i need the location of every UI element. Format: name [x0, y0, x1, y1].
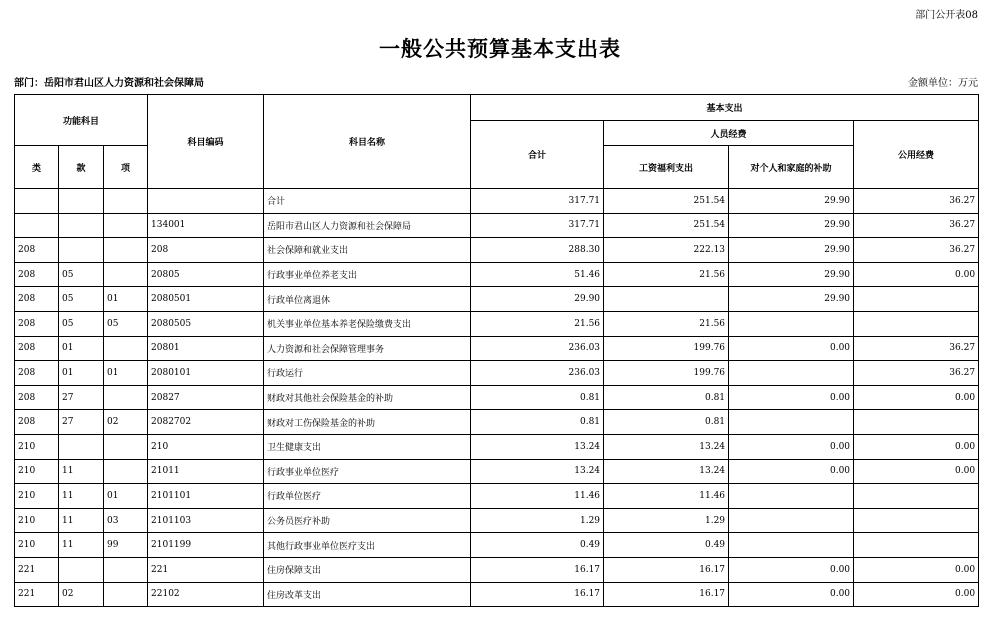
cell-subsidy: 0.00 [729, 385, 854, 410]
cell-lei: 208 [15, 336, 59, 361]
header-personnel: 人员经费 [604, 121, 854, 146]
cell-xiang: 99 [104, 533, 148, 558]
cell-salary: 0.49 [604, 533, 729, 558]
cell-code: 2101103 [148, 508, 264, 533]
cell-lei: 208 [15, 238, 59, 263]
table-row [15, 533, 979, 558]
cell-name: 财政对其他社会保险基金的补助 [264, 385, 471, 410]
cell-salary: 222.13 [604, 238, 729, 263]
cell-total: 16.17 [471, 557, 604, 582]
cell-xiang: 03 [104, 508, 148, 533]
cell-name: 卫生健康支出 [264, 434, 471, 459]
cell-public: 0.00 [854, 557, 979, 582]
cell-public: 36.27 [854, 336, 979, 361]
cell-code: 20805 [148, 262, 264, 287]
cell-total: 29.90 [471, 287, 604, 312]
header-kuan: 款 [59, 146, 104, 189]
department-label: 部门：岳阳市君山区人力资源和社会保障局 [14, 78, 204, 89]
cell-total: 11.46 [471, 484, 604, 509]
cell-public [854, 410, 979, 435]
cell-xiang [104, 189, 148, 214]
cell-xiang: 05 [104, 311, 148, 336]
cell-code: 22102 [148, 582, 264, 607]
cell-salary: 21.56 [604, 311, 729, 336]
cell-code: 20827 [148, 385, 264, 410]
cell-xiang [104, 262, 148, 287]
table-row [15, 459, 979, 484]
cell-kuan: 01 [59, 361, 104, 386]
cell-salary: 11.46 [604, 484, 729, 509]
table-row [15, 484, 979, 509]
cell-public: 0.00 [854, 434, 979, 459]
cell-code [148, 189, 264, 214]
cell-public: 0.00 [854, 582, 979, 607]
cell-kuan: 27 [59, 385, 104, 410]
cell-code: 210 [148, 434, 264, 459]
cell-xiang: 02 [104, 410, 148, 435]
cell-public: 0.00 [854, 262, 979, 287]
cell-code: 2080101 [148, 361, 264, 386]
cell-name: 岳阳市君山区人力资源和社会保障局 [264, 213, 471, 238]
cell-public [854, 287, 979, 312]
cell-code: 2101101 [148, 484, 264, 509]
cell-subsidy: 29.90 [729, 287, 854, 312]
table-row [15, 213, 979, 238]
cell-total: 0.49 [471, 533, 604, 558]
cell-code: 2101199 [148, 533, 264, 558]
cell-code: 20801 [148, 336, 264, 361]
table-row [15, 238, 979, 263]
cell-public: 36.27 [854, 189, 979, 214]
cell-kuan [59, 213, 104, 238]
cell-total: 16.17 [471, 582, 604, 607]
cell-total: 0.81 [471, 410, 604, 435]
cell-code: 221 [148, 557, 264, 582]
cell-kuan [59, 238, 104, 263]
cell-salary: 251.54 [604, 213, 729, 238]
cell-salary: 13.24 [604, 459, 729, 484]
cell-lei: 208 [15, 311, 59, 336]
cell-public: 0.00 [854, 459, 979, 484]
cell-lei: 208 [15, 361, 59, 386]
cell-subsidy: 0.00 [729, 557, 854, 582]
cell-lei: 208 [15, 287, 59, 312]
cell-name: 行政运行 [264, 361, 471, 386]
cell-total: 317.71 [471, 213, 604, 238]
table-row [15, 311, 979, 336]
cell-kuan [59, 557, 104, 582]
cell-total: 51.46 [471, 262, 604, 287]
header-subsidy: 对个人和家庭的补助 [729, 146, 854, 189]
cell-kuan [59, 434, 104, 459]
cell-total: 236.03 [471, 336, 604, 361]
cell-lei [15, 213, 59, 238]
cell-lei [15, 189, 59, 214]
cell-name: 人力资源和社会保障管理事务 [264, 336, 471, 361]
cell-xiang [104, 238, 148, 263]
cell-name: 住房改革支出 [264, 582, 471, 607]
cell-public: 0.00 [854, 385, 979, 410]
cell-total: 288.30 [471, 238, 604, 263]
cell-kuan: 05 [59, 262, 104, 287]
cell-public [854, 311, 979, 336]
cell-public: 36.27 [854, 238, 979, 263]
cell-lei: 210 [15, 508, 59, 533]
cell-xiang [104, 336, 148, 361]
cell-kuan: 05 [59, 311, 104, 336]
cell-total: 13.24 [471, 434, 604, 459]
cell-name: 行政单位医疗 [264, 484, 471, 509]
cell-code: 2082702 [148, 410, 264, 435]
cell-kuan: 11 [59, 484, 104, 509]
cell-subsidy: 0.00 [729, 459, 854, 484]
table-body [15, 189, 979, 607]
cell-subsidy [729, 361, 854, 386]
cell-salary: 1.29 [604, 508, 729, 533]
unit-label: 金额单位：万元 [908, 78, 978, 89]
budget-table [14, 94, 979, 607]
table-row [15, 336, 979, 361]
cell-kuan: 05 [59, 287, 104, 312]
header-name: 科目名称 [264, 95, 471, 189]
cell-code: 21011 [148, 459, 264, 484]
header-xiang: 项 [104, 146, 148, 189]
cell-subsidy [729, 410, 854, 435]
cell-xiang [104, 557, 148, 582]
cell-total: 1.29 [471, 508, 604, 533]
cell-kuan: 11 [59, 508, 104, 533]
cell-xiang [104, 213, 148, 238]
table-row [15, 434, 979, 459]
cell-subsidy [729, 533, 854, 558]
cell-salary [604, 287, 729, 312]
cell-name: 行政事业单位养老支出 [264, 262, 471, 287]
cell-lei: 221 [15, 557, 59, 582]
cell-name: 机关事业单位基本养老保险缴费支出 [264, 311, 471, 336]
cell-salary: 13.24 [604, 434, 729, 459]
cell-xiang: 01 [104, 484, 148, 509]
cell-subsidy: 0.00 [729, 336, 854, 361]
header-salary: 工资福利支出 [604, 146, 729, 189]
cell-kuan: 02 [59, 582, 104, 607]
cell-lei: 210 [15, 459, 59, 484]
cell-lei: 210 [15, 533, 59, 558]
cell-lei: 208 [15, 262, 59, 287]
cell-lei: 210 [15, 434, 59, 459]
cell-code: 2080501 [148, 287, 264, 312]
cell-kuan: 27 [59, 410, 104, 435]
cell-subsidy: 29.90 [729, 189, 854, 214]
cell-salary: 0.81 [604, 410, 729, 435]
cell-xiang [104, 385, 148, 410]
cell-xiang: 01 [104, 287, 148, 312]
cell-lei: 221 [15, 582, 59, 607]
table-row [15, 508, 979, 533]
cell-total: 0.81 [471, 385, 604, 410]
header-func-subject: 功能科目 [15, 95, 148, 146]
cell-total: 317.71 [471, 189, 604, 214]
cell-code: 208 [148, 238, 264, 263]
cell-xiang [104, 459, 148, 484]
table-row [15, 410, 979, 435]
cell-total: 13.24 [471, 459, 604, 484]
cell-subsidy: 29.90 [729, 262, 854, 287]
cell-subsidy [729, 311, 854, 336]
table-row [15, 385, 979, 410]
header-basic-expenditure: 基本支出 [471, 95, 979, 121]
table-row [15, 262, 979, 287]
header-total: 合计 [471, 121, 604, 189]
cell-lei: 210 [15, 484, 59, 509]
cell-subsidy: 29.90 [729, 213, 854, 238]
cell-total: 21.56 [471, 311, 604, 336]
table-row [15, 287, 979, 312]
cell-name: 公务员医疗补助 [264, 508, 471, 533]
header-code: 科目编码 [148, 95, 264, 189]
table-row [15, 582, 979, 607]
cell-public [854, 508, 979, 533]
cell-salary: 0.81 [604, 385, 729, 410]
cell-public: 36.27 [854, 213, 979, 238]
cell-public: 36.27 [854, 361, 979, 386]
cell-salary: 16.17 [604, 557, 729, 582]
cell-name: 行政单位离退休 [264, 287, 471, 312]
cell-subsidy [729, 508, 854, 533]
cell-lei: 208 [15, 385, 59, 410]
cell-public [854, 533, 979, 558]
cell-subsidy [729, 484, 854, 509]
header-public: 公用经费 [854, 121, 979, 189]
table-number-label: 部门公开表08 [915, 10, 978, 21]
cell-public [854, 484, 979, 509]
cell-salary: 251.54 [604, 189, 729, 214]
page-title: 一般公共预算基本支出表 [379, 37, 621, 61]
cell-kuan: 11 [59, 533, 104, 558]
cell-code: 134001 [148, 213, 264, 238]
table-row [15, 557, 979, 582]
cell-kuan: 11 [59, 459, 104, 484]
cell-xiang [104, 434, 148, 459]
cell-salary: 16.17 [604, 582, 729, 607]
cell-salary: 199.76 [604, 336, 729, 361]
header-lei: 类 [15, 146, 59, 189]
cell-subsidy: 0.00 [729, 582, 854, 607]
table-row [15, 189, 979, 214]
cell-name: 合计 [264, 189, 471, 214]
cell-subsidy: 0.00 [729, 434, 854, 459]
table-row [15, 361, 979, 386]
cell-xiang: 01 [104, 361, 148, 386]
cell-kuan [59, 189, 104, 214]
cell-name: 其他行政事业单位医疗支出 [264, 533, 471, 558]
cell-total: 236.03 [471, 361, 604, 386]
cell-xiang [104, 582, 148, 607]
cell-salary: 21.56 [604, 262, 729, 287]
cell-name: 行政事业单位医疗 [264, 459, 471, 484]
cell-name: 社会保障和就业支出 [264, 238, 471, 263]
cell-name: 财政对工伤保险基金的补助 [264, 410, 471, 435]
cell-salary: 199.76 [604, 361, 729, 386]
cell-code: 2080505 [148, 311, 264, 336]
cell-name: 住房保障支出 [264, 557, 471, 582]
cell-lei: 208 [15, 410, 59, 435]
cell-kuan: 01 [59, 336, 104, 361]
cell-subsidy: 29.90 [729, 238, 854, 263]
